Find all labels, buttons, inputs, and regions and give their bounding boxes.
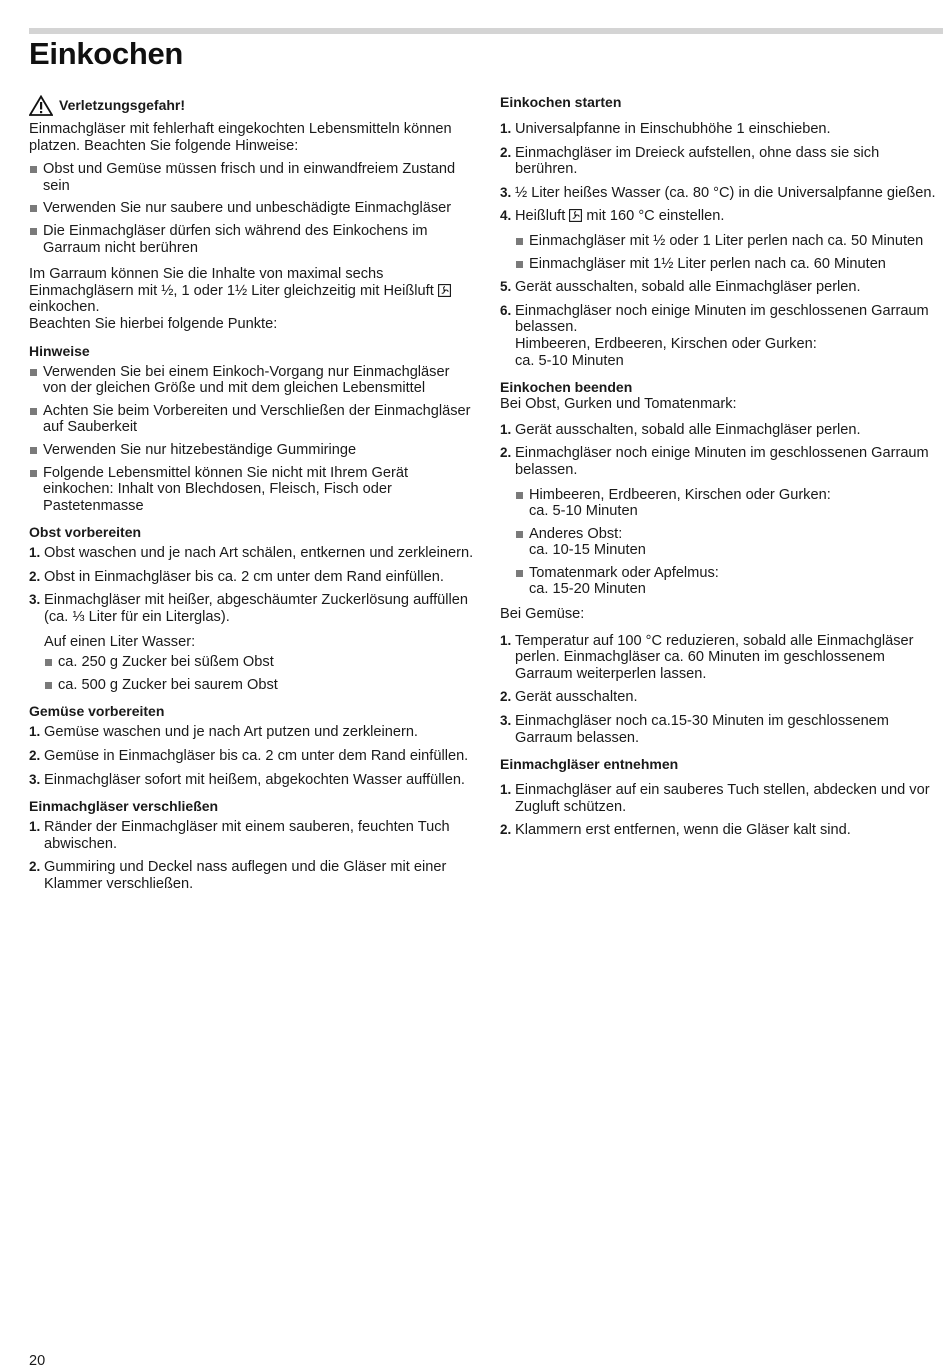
list-item: Verwenden Sie nur hitzebeständige Gummiringe bbox=[29, 442, 477, 459]
step-item: 3. ½ Liter heißes Wasser (ca. 80 °C) in die Universalpfanne gießen. bbox=[500, 184, 936, 201]
obst-steps bbox=[29, 545, 477, 693]
step-item: 1. Obst waschen und je nach Art schälen, entkernen und zerkleinern. bbox=[29, 545, 474, 562]
starten-steps bbox=[500, 121, 945, 369]
list-item: Folgende Lebensmittel können Sie nicht mit Ihrem Gerät einkochen: Inhalt von Blechdosen, Fleisch, Fisch oder Pastetenmasse bbox=[29, 465, 477, 515]
list-item: Anderes Obst: ca. 10-15 Minuten bbox=[515, 526, 945, 559]
list-item: Achten Sie beim Vorbereiten und Verschließen der Einmachgläser auf Sauberkeit bbox=[29, 403, 477, 436]
page-number: 20 bbox=[29, 1353, 46, 1369]
gemuese-steps bbox=[29, 724, 477, 788]
page-title: Einkochen bbox=[29, 36, 184, 71]
gemuese-subtitle: Bei Gemüse: bbox=[500, 606, 585, 623]
hinweise-heading: Hinweise bbox=[29, 342, 90, 359]
sugar-note: Auf einen Liter Wasser: bbox=[44, 633, 196, 650]
warning-heading bbox=[29, 94, 477, 116]
step-item: 6. Einmachgläser noch einige Minuten im geschlossenen Garraum belassen. Himbeeren, Erdbeeren, Kirschen oder Gurken: ca. 5-10 Minuten bbox=[500, 302, 929, 369]
list-item: Einmachgläser mit ½ oder 1 Liter perlen nach ca. 50 Minuten bbox=[515, 233, 945, 250]
verschliessen-steps bbox=[29, 819, 477, 892]
list-item: Tomatenmark oder Apfelmus: ca. 15-20 Minuten bbox=[515, 565, 945, 598]
list-item: Verwenden Sie bei einem Einkoch-Vorgang nur Einmachgläser von der gleichen Größe und mit dem gleichen Lebensmittel bbox=[29, 364, 477, 397]
step-item: 2. Klammern erst entfernen, wenn die Gläser kalt sind. bbox=[500, 822, 851, 839]
hinweise-list bbox=[29, 364, 477, 515]
step-item: 4. Heißluft mit 160 °C einstellen. Einmachgläser mit ½ oder 1 Liter perlen nach ca. 50 Minuten Einmachgläser mit 1½ Liter perlen nach ca. 60 Minuten bbox=[500, 208, 945, 272]
intro-text: Im Garraum können Sie die Inhalte von maximal sechs Einmachgläsern mit ½, 1 oder 1½ Liter gleichzeitig mit Heißluft einkochen. Beachten Sie hierbei folgende Punkte: bbox=[29, 266, 477, 332]
list-item: ca. 250 g Zucker bei süßem Obst bbox=[44, 654, 477, 671]
step-item: 2. Gummiring und Deckel nass auflegen und die Gläser mit einer Klammer verschließen. bbox=[29, 859, 447, 892]
warning-title: Verletzungsgefahr! bbox=[59, 96, 186, 113]
warning-list bbox=[29, 161, 477, 256]
step-item: 1. Gemüse waschen und je nach Art putzen und zerkleinern. bbox=[29, 724, 418, 741]
gemuese-heading: Gemüse vorbereiten bbox=[29, 703, 165, 720]
list-item: Verwenden Sie nur saubere und unbeschädigte Einmachgläser bbox=[29, 200, 477, 217]
step-item: 2. Einmachgläser noch einige Minuten im geschlossenen Garraum belassen. Himbeeren, Erdbeeren, Kirschen oder Gurken: ca. 5-10 Minuten Anderes Obst: ca. 10-15 Minuten Tomatenmark oder Apfelmus: ca. 15-20 Minuten bbox=[500, 445, 945, 598]
entnehmen-steps bbox=[500, 782, 945, 839]
perlen-list bbox=[515, 233, 945, 272]
top-rule bbox=[29, 28, 943, 34]
obst-heading: Obst vorbereiten bbox=[29, 524, 142, 541]
list-item: Die Einmachgläser dürfen sich während des Einkochens im Garraum nicht berühren bbox=[29, 223, 477, 256]
step-item: 5. Gerät ausschalten, sobald alle Einmachgläser perlen. bbox=[500, 279, 861, 296]
step-item: 3. Einmachgläser noch ca.15-30 Minuten im geschlossenem Garraum belassen. bbox=[500, 713, 889, 746]
step-item: 2. Einmachgläser im Dreieck aufstellen, ohne dass sie sich berühren. bbox=[500, 144, 880, 178]
warning-triangle-icon bbox=[29, 95, 53, 116]
step-item: 2. Gemüse in Einmachgläser bis ca. 2 cm unter dem Rand einfüllen. bbox=[29, 748, 469, 765]
warning-text: Einmachgläser mit fehlerhaft eingekochten Lebensmitteln können platzen. Beachten Sie folgende Hinweise: bbox=[29, 121, 452, 154]
step-item: 1. Ränder der Einmachgläser mit einem sauberen, feuchten Tuch abwischen. bbox=[29, 819, 450, 852]
step-item: 1. Gerät ausschalten, sobald alle Einmachgläser perlen. bbox=[500, 421, 861, 438]
beenden-steps bbox=[500, 422, 945, 598]
list-item: Himbeeren, Erdbeeren, Kirschen oder Gurken: ca. 5-10 Minuten bbox=[515, 487, 945, 520]
hot-air-fan-icon bbox=[438, 284, 451, 297]
right-column bbox=[500, 94, 945, 846]
beenden-list bbox=[515, 487, 945, 599]
list-item: Obst und Gemüse müssen frisch und in einwandfreiem Zustand sein bbox=[29, 161, 477, 194]
step-item: 1. Universalpfanne in Einschubhöhe 1 einschieben. bbox=[500, 121, 831, 137]
left-column bbox=[29, 94, 477, 900]
hot-air-fan-icon bbox=[569, 209, 582, 222]
step-item: 3. Einmachgläser mit heißer, abgeschäumter Zuckerlösung auffüllen (ca. ⅓ Liter für ein Literglas). Auf einen Liter Wasser: ca. 250 g Zucker bei süßem Obst ca. 500 g Zucker bei saurem Obst bbox=[29, 592, 477, 693]
gemuese-end-steps bbox=[500, 633, 945, 747]
step-item: 1. Temperatur auf 100 °C reduzieren, sobald alle Einmachgläser perlen. Einmachgläser ca. 60 Minuten im geschlossenem Garraum weiterperlen lassen. bbox=[500, 632, 914, 682]
list-item: ca. 500 g Zucker bei saurem Obst bbox=[44, 677, 477, 694]
sugar-list bbox=[44, 654, 477, 693]
beenden-heading: Einkochen beenden bbox=[500, 379, 633, 396]
verschliessen-heading: Einmachgläser verschließen bbox=[29, 798, 219, 815]
step-item: 3. Einmachgläser sofort mit heißem, abgekochten Wasser auffüllen. bbox=[29, 771, 465, 788]
entnehmen-heading: Einmachgläser entnehmen bbox=[500, 756, 679, 773]
step-item: 2. Obst in Einmachgläser bis ca. 2 cm unter dem Rand einfüllen. bbox=[29, 568, 444, 585]
starten-heading: Einkochen starten bbox=[500, 94, 622, 110]
step-item: 2. Gerät ausschalten. bbox=[500, 689, 638, 706]
list-item: Einmachgläser mit 1½ Liter perlen nach ca. 60 Minuten bbox=[515, 256, 945, 273]
beenden-subtitle: Bei Obst, Gurken und Tomatenmark: bbox=[500, 396, 737, 413]
step-item: 1. Einmachgläser auf ein sauberes Tuch stellen, abdecken und vor Zugluft schützen. bbox=[500, 782, 930, 815]
